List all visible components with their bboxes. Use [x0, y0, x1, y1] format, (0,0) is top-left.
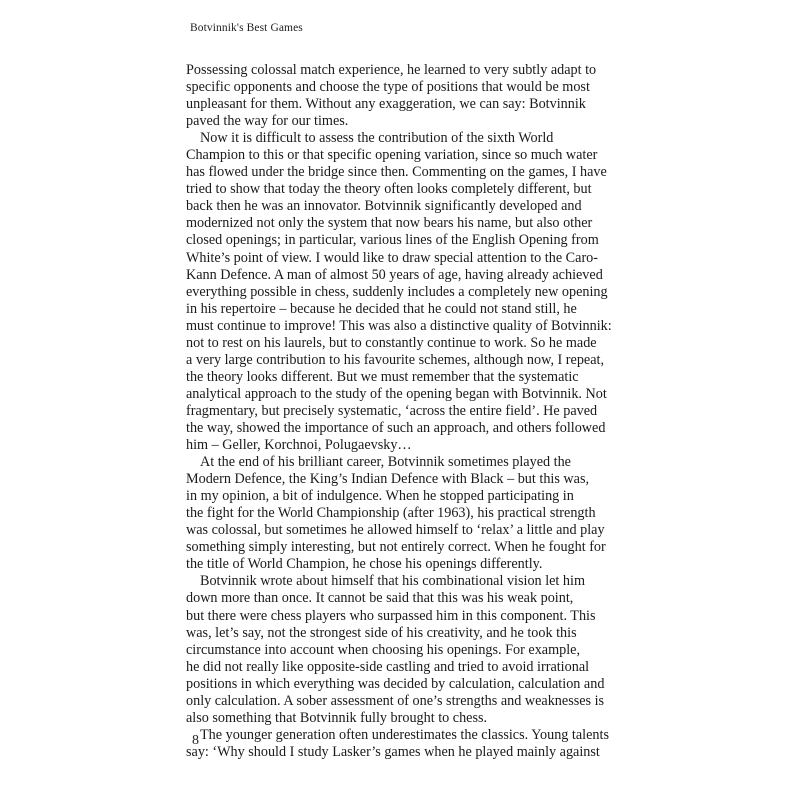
running-head: Botvinnik's Best Games [190, 22, 303, 34]
text-line: At the end of his brilliant career, Botvinnik sometimes played the [200, 454, 571, 471]
text-line: only calculation. A sober assessment of one’s strengths and weaknesses is [186, 692, 605, 709]
text-line: the fight for the World Championship (after 1963), his practical strength [186, 505, 596, 522]
text-line: Modern Defence, the King’s Indian Defence with Black – but this was, [186, 471, 590, 488]
text-line: paved the way for our times. [186, 113, 349, 130]
text-line: modernized not only the system that now bears his name, but also other [186, 215, 593, 232]
text-line: Champion to this or that specific opening variation, since so much water [186, 147, 598, 164]
text-line: analytical approach to the study of the opening began with Botvinnik. Not [186, 385, 607, 402]
text-line: the theory looks different. But we must remember that the systematic [186, 368, 579, 385]
text-line: also something that Botvinnik fully brought to chess. [186, 709, 488, 726]
text-line: the way, showed the importance of such an approach, and others followed [186, 419, 606, 436]
text-line: the title of World Champion, he chose his openings differently. [186, 556, 543, 573]
text-line: down more than once. It cannot be said that this was his weak point, [186, 590, 574, 607]
text-line: closed openings; in particular, various lines of the English Opening from [186, 232, 599, 249]
text-line: Botvinnik wrote about himself that his combinational vision let him [200, 573, 585, 590]
text-line: Kann Defence. A man of almost 50 years of age, having already achieved [186, 266, 603, 283]
text-line: specific opponents and choose the type of positions that would be most [186, 79, 590, 96]
text-line: not to rest on his laurels, but to constantly continue to work. So he made [186, 334, 597, 351]
text-line: unpleasant for them. Without any exaggeration, we can say: Botvinnik [186, 96, 586, 113]
text-line: fragmentary, but precisely systematic, ‘across the entire field’. He paved [186, 402, 598, 419]
text-line: circumstance into account when choosing his openings. For example, [186, 641, 581, 658]
text-line: a very large contribution to his favourite schemes, although now, I repeat, [186, 351, 605, 368]
text-line: has flowed under the bridge since then. Commenting on the games, I have [186, 164, 607, 181]
text-line: positions in which everything was decided by calculation, calculation and [186, 675, 605, 692]
text-line: was, let’s say, not the strongest side of his creativity, and he took this [186, 624, 577, 641]
page-number: 8 [192, 733, 199, 748]
text-line: in my opinion, a bit of indulgence. When he stopped participating in [186, 488, 574, 505]
text-line: in his repertoire – because he decided that he could not stand still, he [186, 300, 577, 317]
text-line: say: ‘Why should I study Lasker’s games when he played mainly against [186, 743, 600, 760]
text-line: was colossal, but sometimes he allowed himself to ‘relax’ a little and play [186, 522, 605, 539]
text-line: but there were chess players who surpassed him in this component. This [186, 607, 596, 624]
text-line: back then he was an innovator. Botvinnik significantly developed and [186, 198, 582, 215]
text-line: must continue to improve! This was also a distinctive quality of Botvinnik: [186, 317, 612, 334]
text-line: White’s point of view. I would like to draw special attention to the Caro- [186, 249, 598, 266]
text-line: everything possible in chess, suddenly includes a completely new opening [186, 283, 608, 300]
text-line: Possessing colossal match experience, he learned to very subtly adapt to [186, 62, 597, 78]
text-line: The younger generation often underestimates the classics. Young talents [200, 726, 609, 743]
text-line: him – Geller, Korchnoi, Polugaevsky… [186, 437, 412, 454]
text-line: he did not really like opposite-side castling and tried to avoid irrational [186, 658, 590, 675]
text-line: something simply interesting, but not entirely correct. When he fought for [186, 539, 606, 556]
body-text [186, 62, 626, 761]
text-line: Now it is difficult to assess the contribution of the sixth World [200, 130, 554, 147]
text-line: tried to show that today the theory often looks completely different, but [186, 181, 592, 198]
